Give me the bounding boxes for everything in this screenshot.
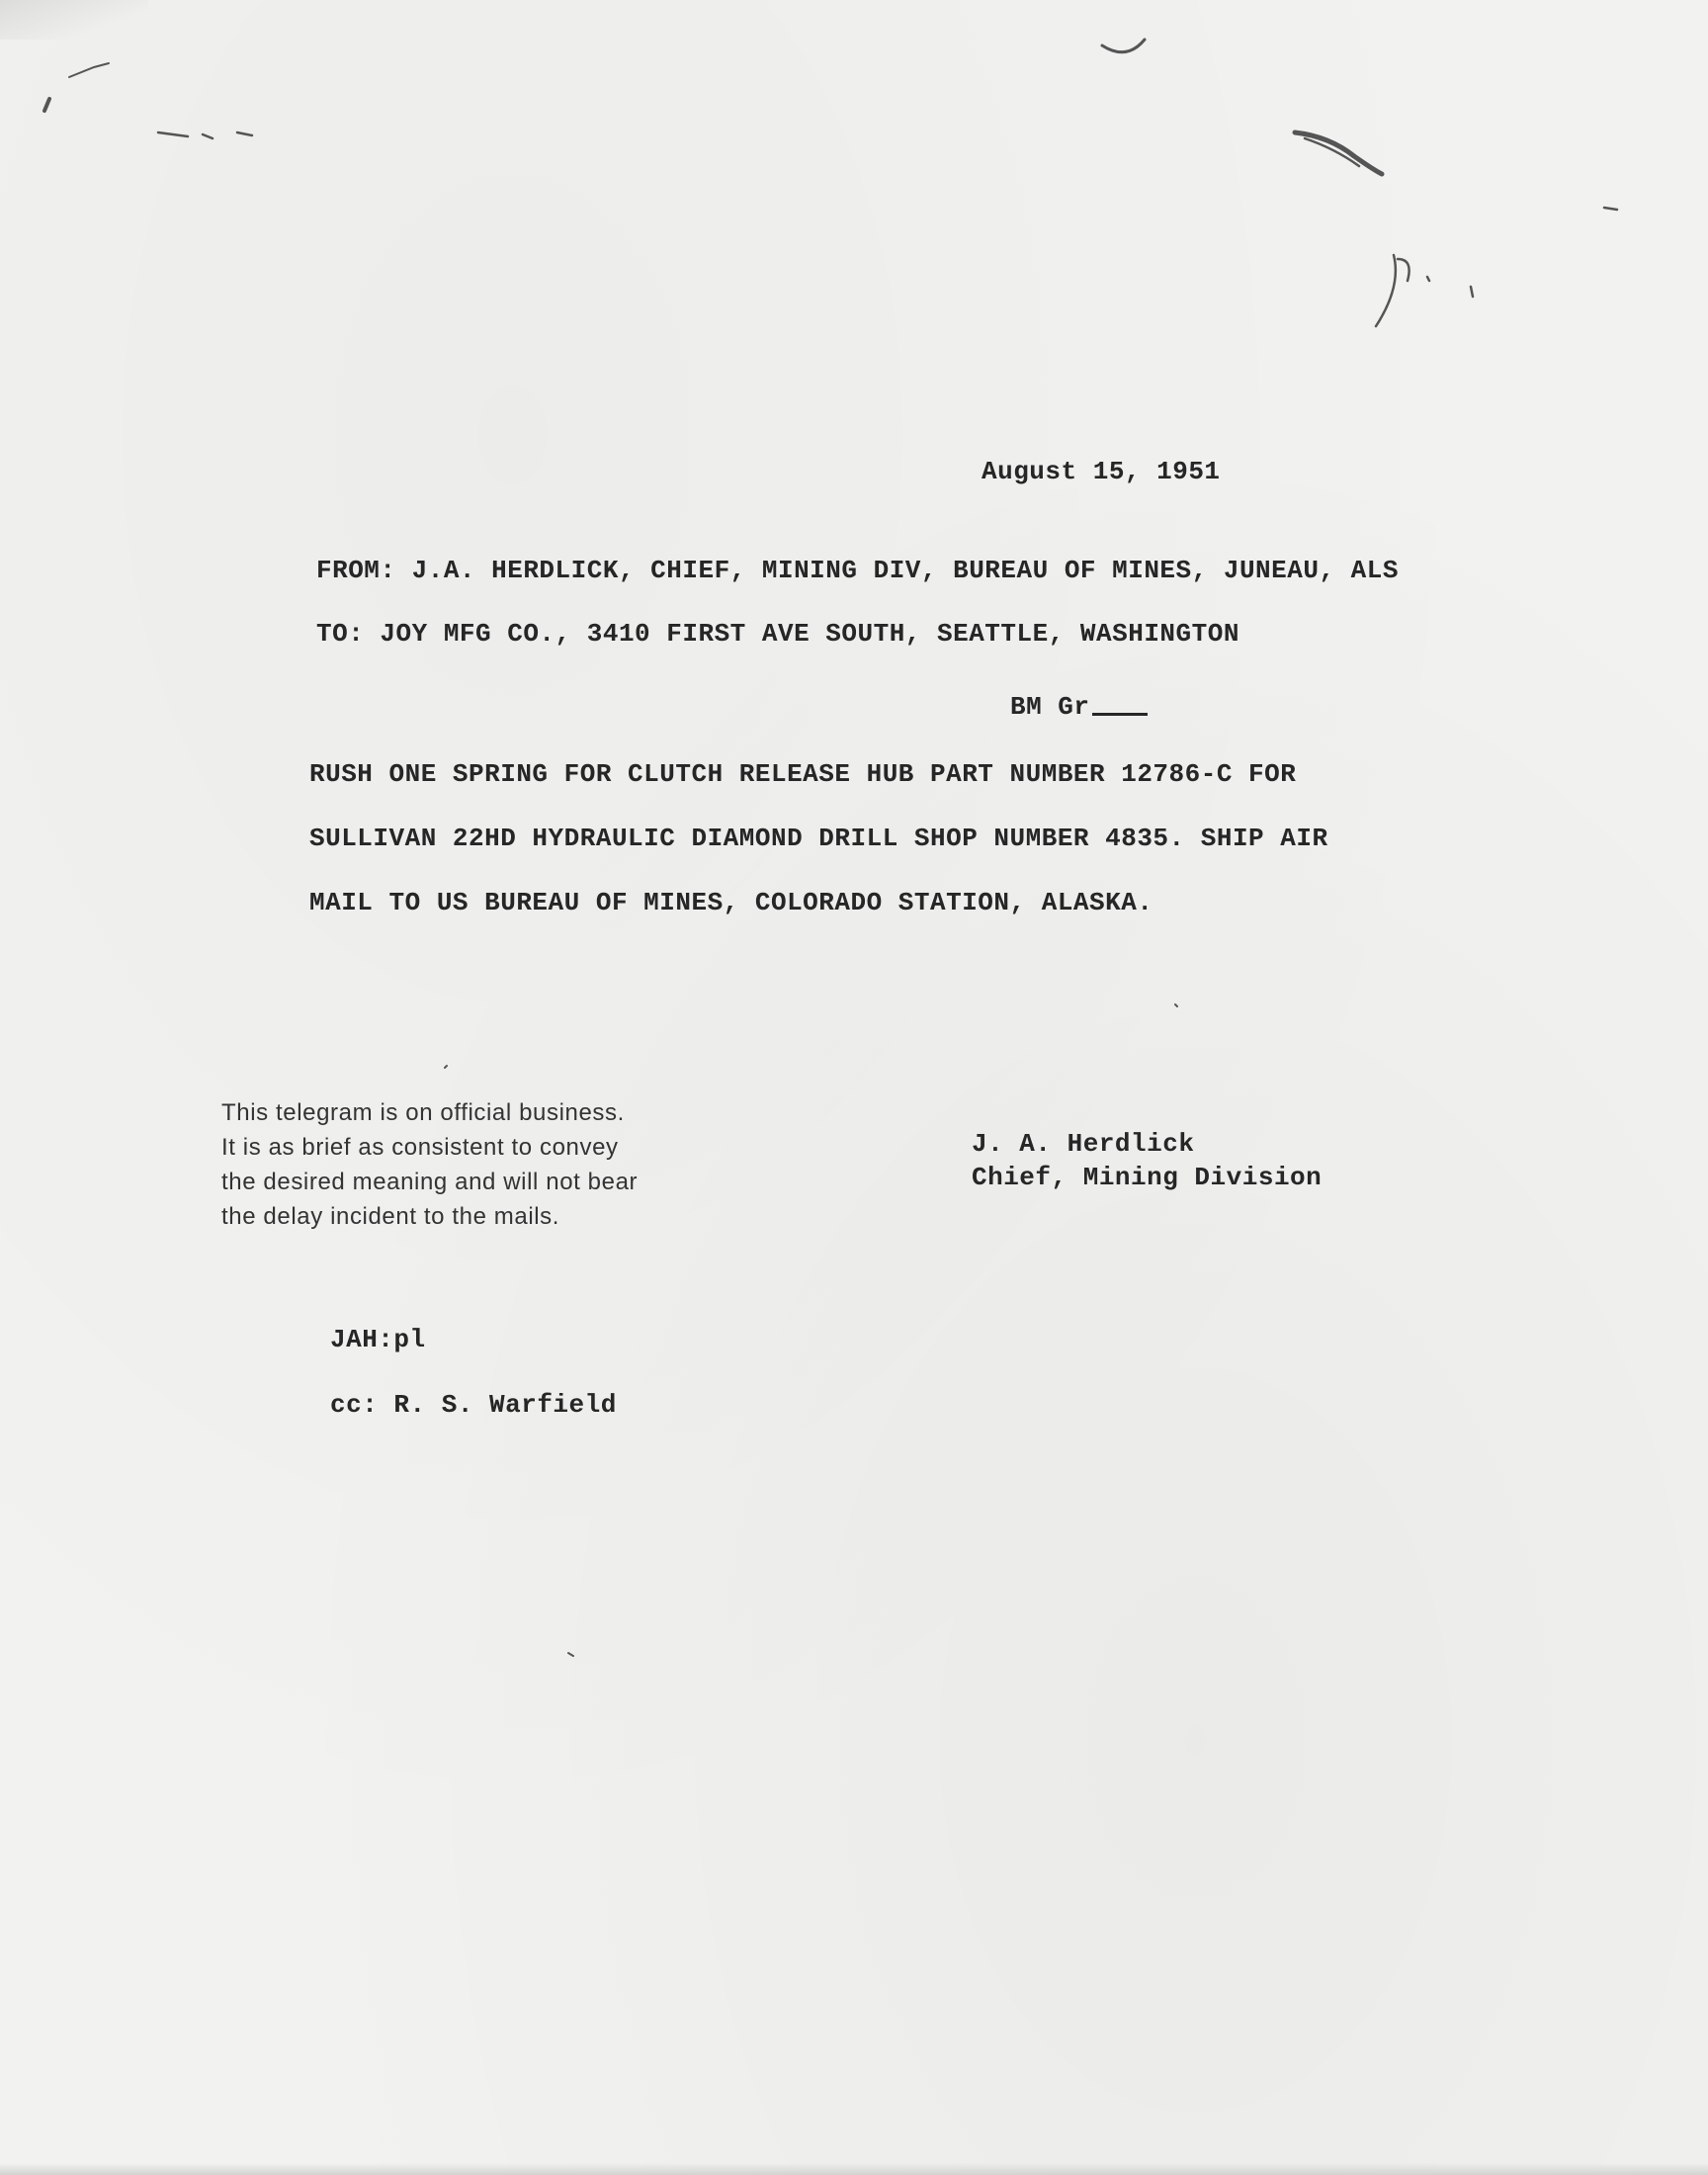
message-line-1: RUSH ONE SPRING FOR CLUTCH RELEASE HUB PART NUMBER 12786-C FOR [309, 759, 1297, 789]
carbon-copy-line: cc: R. S. Warfield [330, 1390, 617, 1420]
from-line: FROM: J.A. HERDLICK, CHIEF, MINING DIV, BUREAU OF MINES, JUNEAU, ALS [316, 556, 1399, 585]
signature-title: Chief, Mining Division [972, 1163, 1323, 1192]
message-line-2: SULLIVAN 22HD HYDRAULIC DIAMOND DRILL SHOP NUMBER 4835. SHIP AIR [309, 824, 1328, 853]
official-business-notice [221, 1095, 638, 1234]
folded-corner-shadow [0, 0, 148, 40]
date-line: August 15, 1951 [982, 457, 1221, 486]
signature-name: J. A. Herdlick [972, 1129, 1195, 1159]
reference-code [1010, 692, 1148, 722]
page-bottom-edge [0, 2163, 1708, 2175]
notice-line-3: the desired meaning and will not bear [221, 1169, 639, 1195]
notice-line-4: the delay incident to the mails. [221, 1203, 560, 1230]
notice-line-1: This telegram is on official business. [221, 1099, 625, 1126]
reference-blank-line [1092, 713, 1148, 716]
typist-initials: JAH:pl [330, 1325, 426, 1354]
to-line: TO: JOY MFG CO., 3410 FIRST AVE SOUTH, SEATTLE, WASHINGTON [316, 619, 1239, 649]
message-line-3: MAIL TO US BUREAU OF MINES, COLORADO STATION, ALASKA. [309, 888, 1153, 917]
signature-block [972, 1127, 1322, 1194]
reference-code-text: BM Gr [1010, 692, 1090, 722]
notice-line-2: It is as brief as consistent to convey [221, 1134, 619, 1161]
